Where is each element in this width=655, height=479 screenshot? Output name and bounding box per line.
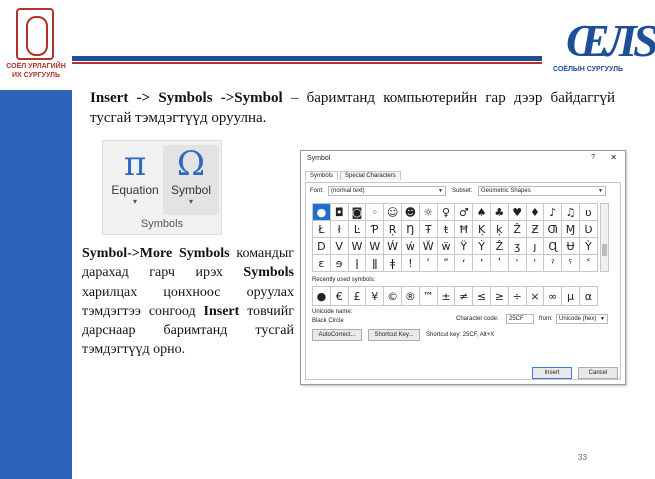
symbol-cell[interactable]: ☼ xyxy=(420,204,438,221)
logo-caption: СОЁЛЫН СУРГУУЛЬ xyxy=(552,66,624,73)
subset-select[interactable] xyxy=(478,186,606,196)
ribbon-symbols-group xyxy=(102,140,222,235)
para-bold-3: Insert xyxy=(203,303,240,319)
pi-icon: π xyxy=(123,144,147,184)
intro-text xyxy=(90,88,615,128)
symbol-cell[interactable]: ♂ xyxy=(455,204,473,221)
symbol-cell[interactable]: W xyxy=(366,238,384,255)
symbol-grid xyxy=(312,203,598,272)
tab-symbols[interactable]: Symbols xyxy=(305,171,338,180)
symbol-cell[interactable]: W xyxy=(349,238,367,255)
symbol-cell[interactable]: ʽ xyxy=(491,255,509,272)
subset-label: Subset: xyxy=(452,188,473,194)
symbol-cell[interactable]: ʼ xyxy=(473,255,491,272)
symbol-cell[interactable]: ķ xyxy=(491,221,509,238)
symbol-cell[interactable]: Ʋ xyxy=(580,221,598,238)
from-select-value: Unicode (hex) xyxy=(559,316,597,322)
chevron-down-icon: ▼ xyxy=(600,316,605,322)
symbol-cell[interactable]: ʺ xyxy=(438,255,456,272)
symbol-button[interactable] xyxy=(163,145,219,215)
symbol-cell[interactable]: ǁ xyxy=(366,255,384,272)
para-text-1: командыг дарахад гарч ирэх xyxy=(82,246,294,281)
chevron-down-icon: ▼ xyxy=(438,188,443,194)
cancel-button[interactable]: Cancel xyxy=(578,367,618,379)
subset-select-value: Geometric Shapes xyxy=(481,188,531,194)
symbol-cell[interactable]: Ẏ xyxy=(473,238,491,255)
shortcut-key-button[interactable]: Shortcut Key... xyxy=(368,329,420,341)
dialog-title: Symbol xyxy=(307,155,331,162)
recent-symbols-label: Recently used symbols: xyxy=(312,277,376,283)
symbol-cell[interactable]: Ħ xyxy=(455,221,473,238)
symbol-cell[interactable]: ♀ xyxy=(438,204,456,221)
recent-symbol-cell[interactable]: £ xyxy=(349,287,367,306)
logo-mark: ŒЛS xyxy=(566,15,655,66)
symbol-cell[interactable]: Ɋ xyxy=(544,238,562,255)
recent-symbol-cell[interactable]: α xyxy=(580,287,598,306)
symbol-cell[interactable]: ẅ xyxy=(438,238,456,255)
recent-symbol-cell[interactable]: ® xyxy=(402,287,420,306)
char-code-label: Character code: xyxy=(456,316,499,322)
symbol-label: Symbol xyxy=(170,183,211,197)
symbol-cell[interactable]: ɘ xyxy=(331,255,349,272)
recent-symbol-cell[interactable]: € xyxy=(331,287,349,306)
recent-symbol-cell[interactable]: µ xyxy=(562,287,580,306)
symbol-cell[interactable]: ŧ xyxy=(438,221,456,238)
header-band xyxy=(72,52,544,64)
symbol-cell[interactable]: Ɱ xyxy=(562,221,580,238)
symbol-cell[interactable]: ʒ xyxy=(509,238,527,255)
para-bold-1: Symbol->More Symbols xyxy=(82,246,230,261)
recent-symbols-grid xyxy=(312,286,598,306)
symbol-cell[interactable]: Ķ xyxy=(473,221,491,238)
symbol-cell[interactable]: V xyxy=(331,238,349,255)
symbol-cell[interactable]: ǀ xyxy=(349,255,367,272)
recent-symbol-cell[interactable]: ● xyxy=(313,287,331,306)
grid-scrollbar[interactable] xyxy=(600,203,609,272)
university-name: СОЁЛ УРЛАГИЙН ИХ СУРГУУЛЬ xyxy=(6,63,66,79)
header-blue-line xyxy=(72,56,542,61)
symbol-cell[interactable]: ȷ xyxy=(527,238,545,255)
para-text-3: товчийг дарснаар баримтанд тусгай тэмдэгтүүд орно. xyxy=(82,303,294,358)
symbol-cell[interactable]: Ŗ xyxy=(384,221,402,238)
instruction-paragraph xyxy=(82,244,294,360)
symbol-cell[interactable]: ˀ xyxy=(544,255,562,272)
recent-symbol-cell[interactable]: ≥ xyxy=(491,287,509,306)
symbol-cell[interactable]: ♠ xyxy=(473,204,491,221)
symbol-cell[interactable]: Ŀ xyxy=(349,221,367,238)
unicode-name-value: Black Circle xyxy=(312,318,344,324)
tab-special-characters[interactable]: Special Characters xyxy=(340,171,401,180)
chevron-down-icon: ▾ xyxy=(132,197,137,206)
symbol-cell[interactable]: Ƥ xyxy=(366,221,384,238)
symbol-cell[interactable]: ł xyxy=(331,221,349,238)
symbol-cell[interactable]: Ẅ xyxy=(420,238,438,255)
symbol-cell[interactable]: Ƣ xyxy=(544,221,562,238)
intro-bold: Insert -> Symbols ->Symbol xyxy=(90,90,283,106)
ribbon-group-label: Symbols xyxy=(140,218,184,230)
autocorrect-button[interactable]: AutoCorrect... xyxy=(312,329,362,341)
chevron-down-icon: ▾ xyxy=(188,197,193,206)
symbol-cell[interactable]: Ƶ xyxy=(527,221,545,238)
symbol-cell[interactable]: ☻ xyxy=(402,204,420,221)
from-select[interactable] xyxy=(556,314,608,324)
symbol-cell[interactable]: ☺ xyxy=(384,204,402,221)
equation-label: Equation xyxy=(111,183,159,197)
recent-symbol-cell[interactable]: ≤ xyxy=(473,287,491,306)
recent-symbol-cell[interactable]: © xyxy=(384,287,402,306)
symbol-dialog xyxy=(300,150,626,385)
page-number: 33 xyxy=(578,453,587,462)
font-select-value: (normal text) xyxy=(331,188,365,194)
university-logo-left xyxy=(0,0,72,90)
para-bold-2: Symbols xyxy=(243,265,294,281)
recent-symbol-cell[interactable]: ≠ xyxy=(455,287,473,306)
symbol-cell[interactable]: D xyxy=(313,238,331,255)
symbol-cell[interactable]: ● xyxy=(313,204,331,221)
symbol-cell[interactable]: ẃ xyxy=(402,238,420,255)
symbol-cell[interactable]: ◦ xyxy=(366,204,384,221)
recent-symbol-cell[interactable]: ™ xyxy=(420,287,438,306)
symbol-cell[interactable]: ʻ xyxy=(455,255,473,272)
recent-symbol-cell[interactable]: ¥ xyxy=(366,287,384,306)
symbol-cell[interactable]: ǂ xyxy=(384,255,402,272)
symbol-cell[interactable]: ɛ xyxy=(313,255,331,272)
symbol-cell[interactable]: ǃ xyxy=(402,255,420,272)
symbol-cell[interactable]: Ʉ xyxy=(562,238,580,255)
from-label: from: xyxy=(539,316,553,322)
shortcut-key-text: Shortcut key: 25CF, Alt+X xyxy=(426,332,495,338)
intro-rest: – баримтанд компьютерийн гар дээр байдаггүй тусгай тэмдэгтүүд оруулна. xyxy=(90,90,615,126)
unicode-name-label: Unicode name: xyxy=(312,309,353,315)
symbol-cell[interactable]: ◘ xyxy=(331,204,349,221)
symbol-cell[interactable]: ♥ xyxy=(509,204,527,221)
symbol-cell[interactable]: Ł xyxy=(313,221,331,238)
symbol-cell[interactable]: ˂ xyxy=(580,255,598,272)
symbol-cell[interactable]: Ŋ xyxy=(402,221,420,238)
symbol-cell[interactable]: ʿ xyxy=(527,255,545,272)
omega-icon: Ω xyxy=(176,144,206,184)
recent-symbol-cell[interactable]: ± xyxy=(438,287,456,306)
symbol-cell[interactable]: ♫ xyxy=(562,204,580,221)
symbol-cell[interactable]: ♪ xyxy=(544,204,562,221)
equation-button[interactable] xyxy=(107,145,163,215)
symbol-cell[interactable]: ʹ xyxy=(420,255,438,272)
recent-symbol-cell[interactable]: × xyxy=(527,287,545,306)
symbol-cell[interactable]: ˁ xyxy=(562,255,580,272)
font-select[interactable] xyxy=(328,186,446,196)
symbol-cell[interactable]: ◙ xyxy=(349,204,367,221)
symbol-cell[interactable]: ʋ xyxy=(580,204,598,221)
symbol-cell[interactable]: Ẑ xyxy=(491,238,509,255)
close-icon[interactable]: ✕ xyxy=(610,153,617,162)
recent-symbol-cell[interactable]: ∞ xyxy=(544,287,562,306)
para-text-2: харилцах цонхноос оруулах тэмдэгтээ сонгоод xyxy=(82,284,294,319)
recent-symbol-cell[interactable]: ÷ xyxy=(509,287,527,306)
symbol-cell[interactable]: ♣ xyxy=(491,204,509,221)
symbol-cell[interactable]: ʾ xyxy=(509,255,527,272)
char-code-input[interactable]: 25CF xyxy=(506,314,534,324)
help-icon[interactable]: ? xyxy=(591,154,595,161)
symbol-cell[interactable]: Ẃ xyxy=(384,238,402,255)
symbol-cell[interactable]: ♦ xyxy=(527,204,545,221)
symbol-cell[interactable]: Ẑ xyxy=(509,221,527,238)
font-label: Font: xyxy=(310,188,324,194)
school-logo-right xyxy=(548,14,655,78)
scrollbar-thumb[interactable] xyxy=(602,244,607,256)
symbol-cell[interactable]: Ÿ xyxy=(455,238,473,255)
symbol-cell[interactable]: Ŧ xyxy=(420,221,438,238)
insert-button[interactable]: Insert xyxy=(532,367,572,379)
dialog-body xyxy=(305,182,621,380)
chevron-down-icon: ▼ xyxy=(598,188,603,194)
symbol-cell[interactable]: Ỳ xyxy=(580,238,598,255)
header-red-line xyxy=(72,62,542,64)
emblem-icon xyxy=(16,8,54,60)
